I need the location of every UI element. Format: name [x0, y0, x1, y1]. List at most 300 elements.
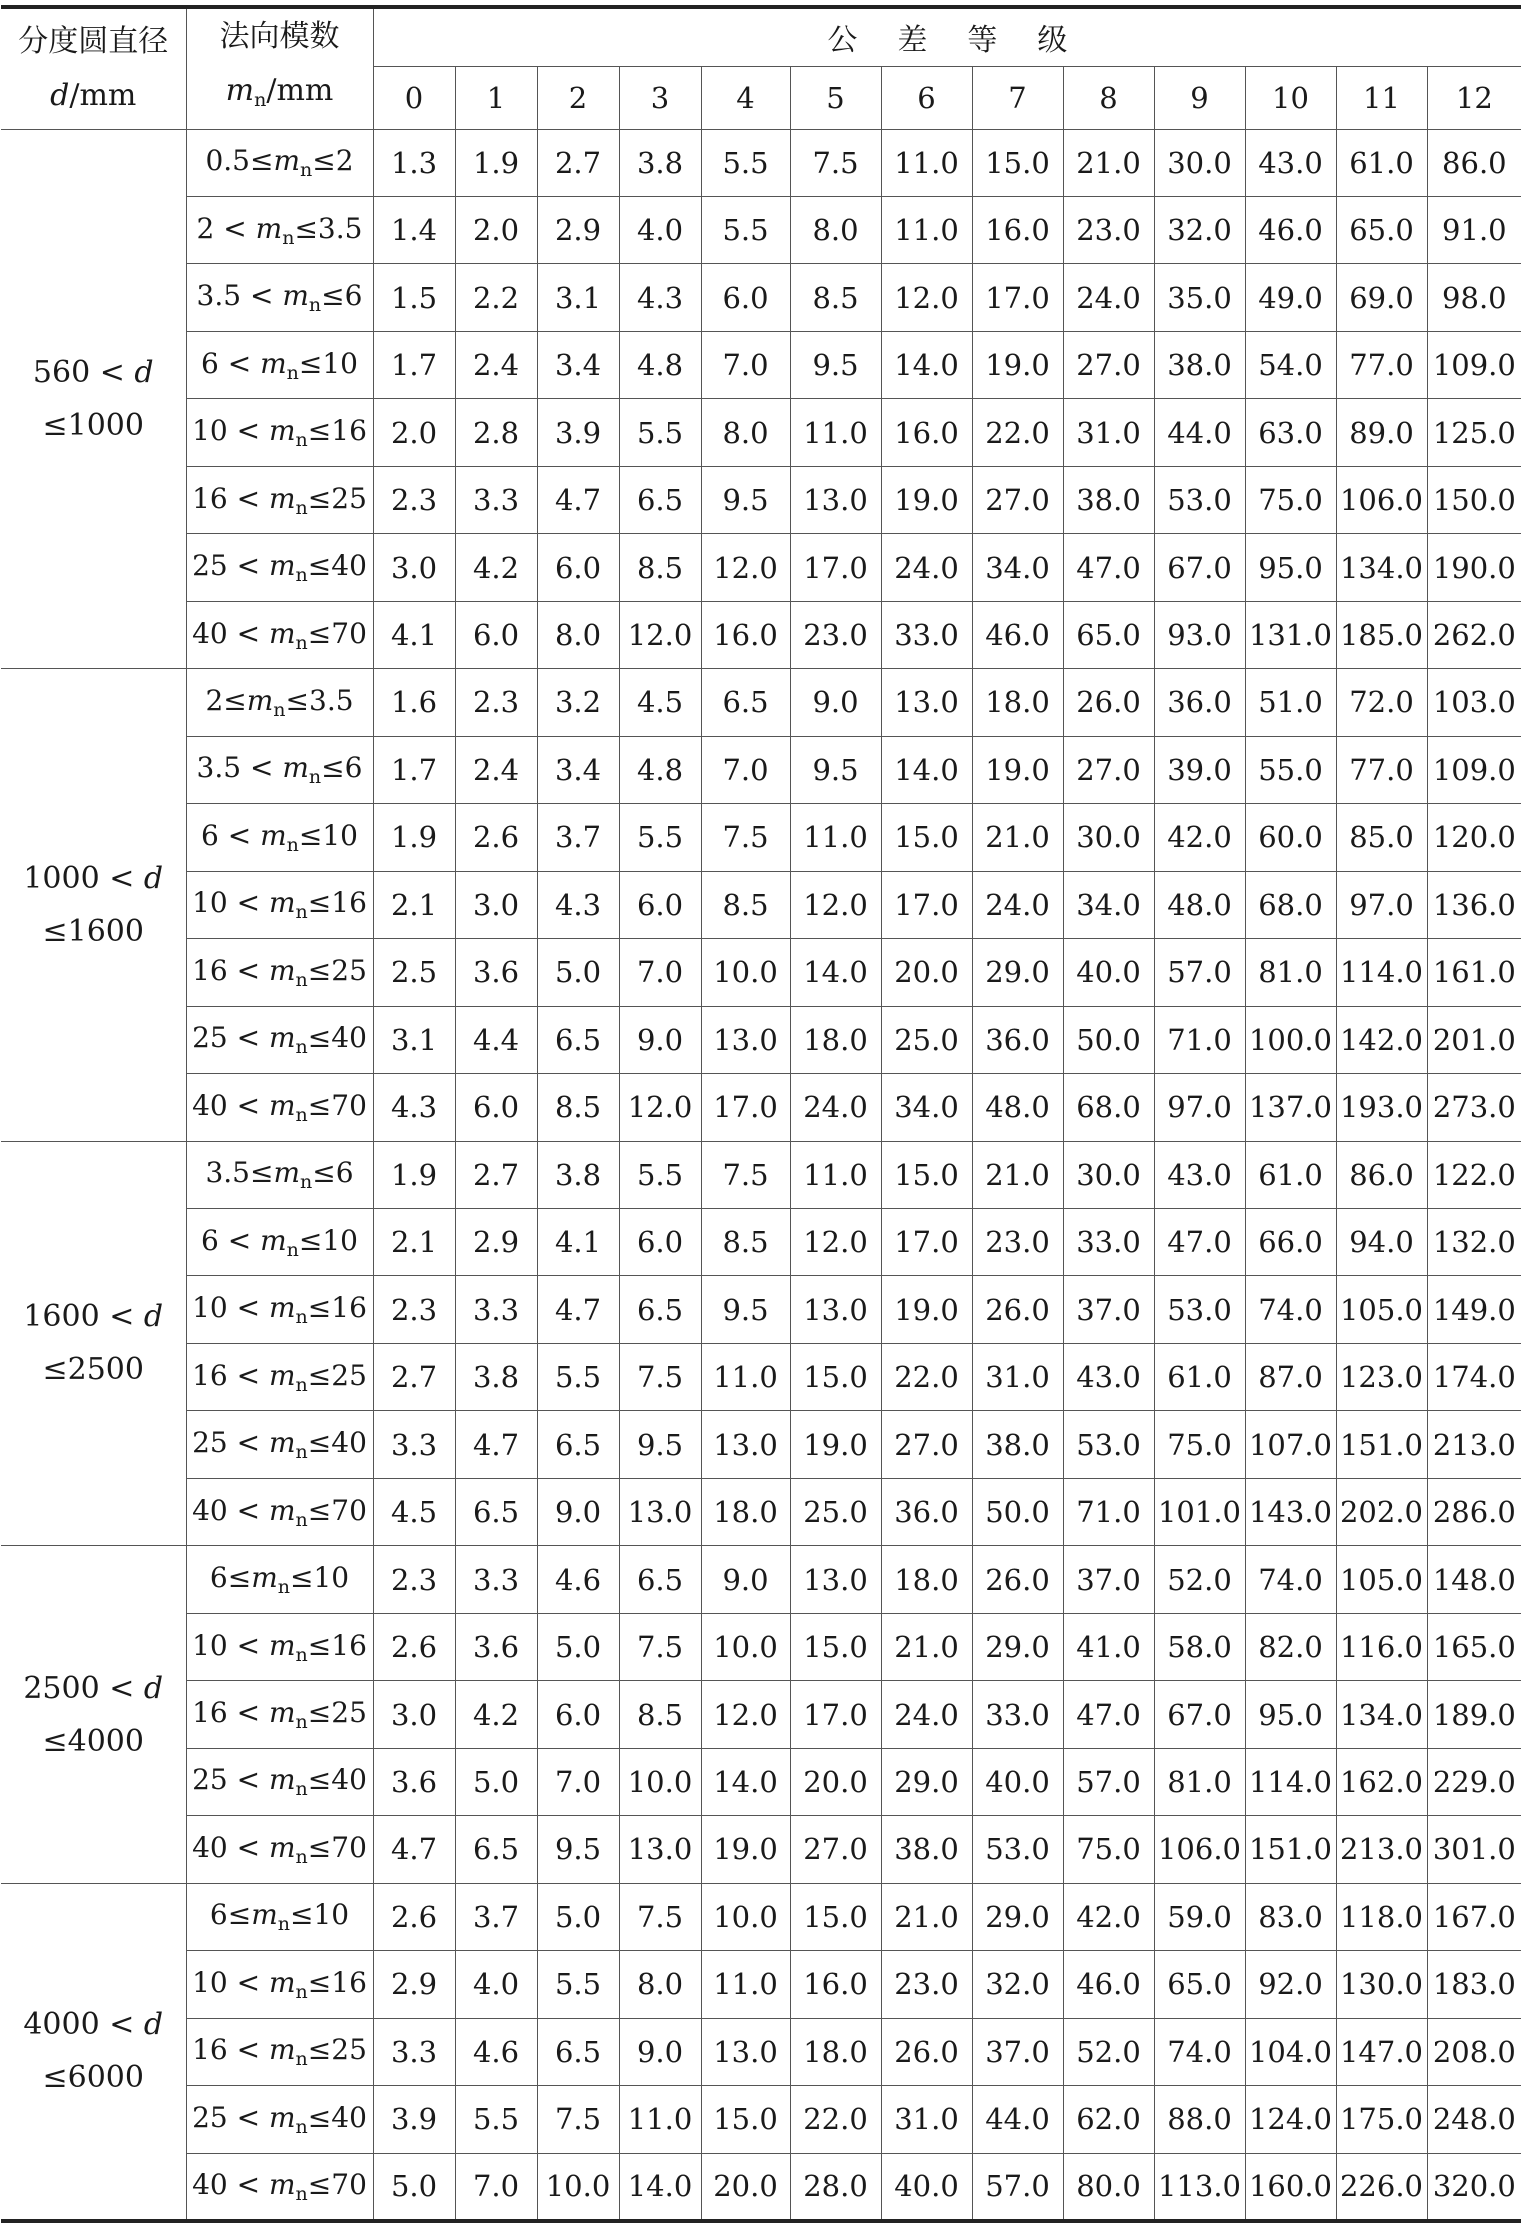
tolerance-value-cell: 14.0	[619, 2153, 701, 2220]
tolerance-value-cell: 1.3	[373, 129, 455, 196]
tolerance-value-cell: 6.0	[455, 601, 537, 668]
tolerance-value-cell: 2.3	[373, 1276, 455, 1343]
tolerance-value-cell: 320.0	[1427, 2153, 1521, 2220]
module-subscript: n	[286, 1238, 299, 1261]
tolerance-value-cell: 202.0	[1336, 1478, 1427, 1545]
tolerance-value-cell: 30.0	[1154, 129, 1245, 196]
module-range-lower: 0.5≤	[205, 144, 274, 178]
tolerance-value-cell: 8.5	[619, 534, 701, 601]
tolerance-value-cell: 105.0	[1336, 1276, 1427, 1343]
tolerance-value-cell: 15.0	[701, 2086, 790, 2153]
tolerance-value-cell: 142.0	[1336, 1006, 1427, 1073]
tolerance-value-cell: 10.0	[537, 2153, 619, 2220]
module-range-lower: 3.5≤	[205, 1156, 274, 1190]
tolerance-value-cell: 1.7	[373, 331, 455, 398]
module-symbol: m	[268, 953, 296, 987]
module-symbol: m	[268, 1830, 296, 1864]
tolerance-value-cell: 42.0	[1154, 804, 1245, 871]
tolerance-value-cell: 74.0	[1245, 1546, 1336, 1613]
module-range-upper: ≤25	[307, 481, 367, 515]
tolerance-value-cell: 160.0	[1245, 2153, 1336, 2220]
tolerance-value-cell: 6.5	[701, 669, 790, 736]
tolerance-value-cell: 8.0	[537, 601, 619, 668]
tolerance-value-cell: 3.0	[455, 871, 537, 938]
module-subscript: n	[254, 89, 267, 112]
tolerance-value-cell: 114.0	[1245, 1748, 1336, 1815]
tolerance-value-cell: 2.6	[455, 804, 537, 871]
tolerance-value-cell: 61.0	[1245, 1141, 1336, 1208]
module-range-upper: ≤10	[298, 346, 358, 380]
tolerance-value-cell: 25.0	[881, 1006, 972, 1073]
module-range-upper: ≤40	[307, 1763, 367, 1797]
diameter-range-low: 1600	[23, 1299, 100, 1335]
tolerance-value-cell: 55.0	[1245, 736, 1336, 803]
tolerance-value-cell: 17.0	[881, 1209, 972, 1276]
module-symbol: m	[255, 211, 283, 245]
tolerance-value-cell: 97.0	[1154, 1074, 1245, 1141]
tolerance-value-cell: 63.0	[1245, 399, 1336, 466]
module-range-lower: 25 <	[192, 2100, 269, 2134]
tolerance-value-cell: 27.0	[1063, 331, 1154, 398]
tolerance-value-cell: 7.0	[701, 736, 790, 803]
tolerance-value-cell: 17.0	[790, 534, 881, 601]
module-range-lower: 6 <	[201, 1223, 261, 1257]
tolerance-value-cell: 3.6	[455, 939, 537, 1006]
tolerance-value-cell: 24.0	[881, 1681, 972, 1748]
module-subscript: n	[286, 361, 299, 384]
grade-column-header: 8	[1063, 66, 1154, 129]
tolerance-value-cell: 33.0	[1063, 1209, 1154, 1276]
tolerance-value-cell: 19.0	[972, 331, 1063, 398]
tolerance-value-cell: 14.0	[790, 939, 881, 1006]
module-symbol: m	[260, 818, 287, 852]
tolerance-value-cell: 36.0	[972, 1006, 1063, 1073]
module-subscript: n	[295, 1980, 308, 2003]
table-row	[1, 1951, 1521, 2018]
module-range-upper: ≤16	[307, 1628, 367, 1662]
tolerance-value-cell: 6.5	[619, 1276, 701, 1343]
tolerance-value-cell: 7.5	[790, 129, 881, 196]
tolerance-value-cell: 1.9	[455, 129, 537, 196]
tolerance-value-cell: 86.0	[1336, 1141, 1427, 1208]
module-subscript: n	[282, 226, 295, 249]
tolerance-value-cell: 3.4	[537, 736, 619, 803]
tolerance-value-cell: 3.9	[373, 2086, 455, 2153]
tolerance-value-cell: 88.0	[1154, 2086, 1245, 2153]
module-range-lower: 3.5 <	[196, 279, 283, 313]
module-symbol: m	[268, 2167, 296, 2201]
tolerance-value-cell: 17.0	[701, 1074, 790, 1141]
tolerance-value-cell: 13.0	[881, 669, 972, 736]
module-symbol: m	[268, 1021, 296, 1055]
tolerance-value-cell: 213.0	[1336, 1816, 1427, 1883]
table-row	[1, 2086, 1521, 2153]
tolerance-value-cell: 81.0	[1154, 1748, 1245, 1815]
tolerance-value-cell: 131.0	[1245, 601, 1336, 668]
module-range-cell	[186, 2086, 373, 2153]
tolerance-value-cell: 185.0	[1336, 601, 1427, 668]
table-row	[1, 601, 1521, 668]
tolerance-value-cell: 11.0	[619, 2086, 701, 2153]
tolerance-value-cell: 4.6	[455, 2018, 537, 2085]
tolerance-value-cell: 23.0	[790, 601, 881, 668]
tolerance-value-cell: 165.0	[1427, 1613, 1521, 1680]
tolerance-value-cell: 3.3	[455, 1276, 537, 1343]
module-range-upper: ≤25	[307, 1358, 367, 1392]
tolerance-value-cell: 3.8	[619, 129, 701, 196]
tolerance-value-cell: 7.0	[455, 2153, 537, 2220]
tolerance-value-cell: 15.0	[790, 1883, 881, 1950]
tolerance-value-cell: 95.0	[1245, 1681, 1336, 1748]
tolerance-value-cell: 24.0	[881, 534, 972, 601]
tolerance-value-cell: 2.9	[537, 196, 619, 263]
tolerance-value-cell: 30.0	[1063, 804, 1154, 871]
module-symbol: m	[273, 144, 301, 178]
tolerance-value-cell: 27.0	[972, 466, 1063, 533]
tolerance-value-cell: 8.5	[790, 264, 881, 331]
module-range-lower: 6≤	[209, 1898, 252, 1932]
tolerance-value-cell: 10.0	[701, 1613, 790, 1680]
tolerance-value-cell: 18.0	[790, 1006, 881, 1073]
tolerance-value-cell: 13.0	[701, 1006, 790, 1073]
tolerance-value-cell: 6.0	[537, 534, 619, 601]
tolerance-value-cell: 149.0	[1427, 1276, 1521, 1343]
module-subscript: n	[295, 1711, 308, 1734]
tolerance-value-cell: 4.5	[619, 669, 701, 736]
tolerance-value-cell: 4.4	[455, 1006, 537, 1073]
module-symbol: m	[268, 1358, 296, 1392]
module-symbol: m	[268, 2033, 296, 2067]
tolerance-value-cell: 16.0	[881, 399, 972, 466]
module-range-lower: 16 <	[192, 1696, 269, 1730]
tolerance-value-cell: 44.0	[1154, 399, 1245, 466]
module-header-label: 法向模数	[219, 19, 340, 55]
tolerance-value-cell: 105.0	[1336, 1546, 1427, 1613]
tolerance-value-cell: 5.0	[373, 2153, 455, 2220]
module-range-cell	[186, 1411, 373, 1478]
tolerance-value-cell: 5.5	[619, 399, 701, 466]
tolerance-value-cell: 12.0	[881, 264, 972, 331]
tolerance-value-cell: 6.0	[537, 1681, 619, 1748]
module-range-upper: ≤16	[307, 414, 367, 448]
tolerance-value-cell: 7.5	[619, 1613, 701, 1680]
tolerance-value-cell: 4.8	[619, 736, 701, 803]
tolerance-value-cell: 17.0	[972, 264, 1063, 331]
tolerance-value-cell: 87.0	[1245, 1343, 1336, 1410]
tolerance-value-cell: 190.0	[1427, 534, 1521, 601]
module-subscript: n	[295, 1508, 308, 1531]
diameter-range-low: 1000	[23, 860, 100, 896]
tolerance-value-cell: 14.0	[701, 1748, 790, 1815]
diameter-header-label: 分度圆直径	[18, 23, 169, 59]
diameter-range-operator: <	[90, 354, 135, 390]
table-row	[1, 871, 1521, 938]
tolerance-value-cell: 130.0	[1336, 1951, 1427, 2018]
tolerance-value-cell: 74.0	[1245, 1276, 1336, 1343]
module-range-cell	[186, 1478, 373, 1545]
tolerance-value-cell: 6.0	[701, 264, 790, 331]
table-row	[1, 264, 1521, 331]
tolerance-value-cell: 27.0	[790, 1816, 881, 1883]
tolerance-value-cell: 50.0	[972, 1478, 1063, 1545]
module-range-cell	[186, 1209, 373, 1276]
tolerance-value-cell: 53.0	[1154, 1276, 1245, 1343]
tolerance-value-cell: 12.0	[790, 1209, 881, 1276]
tolerance-value-cell: 193.0	[1336, 1074, 1427, 1141]
module-range-cell	[186, 1074, 373, 1141]
grade-column-header: 5	[790, 66, 881, 129]
module-range-upper: ≤40	[307, 1021, 367, 1055]
module-symbol: m	[260, 346, 287, 380]
module-range-lower: 16 <	[192, 2033, 269, 2067]
tolerance-value-cell: 2.1	[373, 1209, 455, 1276]
tolerance-value-cell: 3.2	[537, 669, 619, 736]
tolerance-value-cell: 3.1	[373, 1006, 455, 1073]
tolerance-value-cell: 13.0	[619, 1816, 701, 1883]
module-symbol: m	[268, 481, 296, 515]
grade-column-header: 12	[1427, 66, 1521, 129]
tolerance-value-cell: 37.0	[1063, 1546, 1154, 1613]
tolerance-value-cell: 6.5	[619, 466, 701, 533]
tolerance-value-cell: 11.0	[881, 196, 972, 263]
tolerance-value-cell: 21.0	[972, 804, 1063, 871]
tolerance-value-cell: 161.0	[1427, 939, 1521, 1006]
tolerance-value-cell: 3.8	[455, 1343, 537, 1410]
tolerance-value-cell: 81.0	[1245, 939, 1336, 1006]
diameter-symbol: d	[143, 2007, 164, 2043]
tolerance-value-cell: 151.0	[1245, 1816, 1336, 1883]
tolerance-value-cell: 122.0	[1427, 1141, 1521, 1208]
module-subscript: n	[295, 1441, 308, 1464]
tolerance-value-cell: 57.0	[1063, 1748, 1154, 1815]
module-range-upper: ≤6	[321, 751, 363, 785]
module-range-upper: ≤25	[307, 1696, 367, 1730]
tolerance-value-cell: 12.0	[701, 1681, 790, 1748]
tolerance-value-cell: 3.3	[373, 2018, 455, 2085]
tolerance-value-cell: 58.0	[1154, 1613, 1245, 1680]
tolerance-value-cell: 7.5	[619, 1343, 701, 1410]
module-range-lower: 40 <	[192, 1493, 269, 1527]
module-range-cell	[186, 1141, 373, 1208]
tolerance-value-cell: 13.0	[790, 466, 881, 533]
tolerance-value-cell: 201.0	[1427, 1006, 1521, 1073]
tolerance-value-cell: 213.0	[1427, 1411, 1521, 1478]
tolerance-value-cell: 44.0	[972, 2086, 1063, 2153]
module-subscript: n	[277, 1913, 290, 1936]
module-symbol: m	[268, 1965, 296, 1999]
tolerance-value-cell: 19.0	[881, 1276, 972, 1343]
module-subscript: n	[300, 1171, 313, 1194]
module-range-upper: ≤40	[307, 1426, 367, 1460]
tolerance-value-cell: 11.0	[701, 1951, 790, 2018]
diameter-range-operator: <	[99, 2007, 144, 2043]
table-row	[1, 736, 1521, 803]
tolerance-value-cell: 100.0	[1245, 1006, 1336, 1073]
grade-column-header: 6	[881, 66, 972, 129]
tolerance-value-cell: 3.3	[455, 466, 537, 533]
tolerance-value-cell: 109.0	[1427, 736, 1521, 803]
module-symbol: m	[268, 1493, 296, 1527]
diameter-symbol: d	[50, 77, 70, 113]
module-range-upper: ≤6	[321, 279, 363, 313]
tolerance-value-cell: 124.0	[1245, 2086, 1336, 2153]
diameter-unit: /mm	[69, 77, 137, 113]
table-row	[1, 466, 1521, 533]
tolerance-value-cell: 1.6	[373, 669, 455, 736]
tolerance-value-cell: 5.5	[701, 129, 790, 196]
tolerance-value-cell: 162.0	[1336, 1748, 1427, 1815]
tolerance-value-cell: 68.0	[1063, 1074, 1154, 1141]
tolerance-value-cell: 62.0	[1063, 2086, 1154, 2153]
tolerance-value-cell: 57.0	[972, 2153, 1063, 2220]
tolerance-value-cell: 118.0	[1336, 1883, 1427, 1950]
module-range-cell	[186, 399, 373, 466]
module-range-upper: ≤3.5	[285, 683, 354, 717]
tolerance-value-cell: 48.0	[972, 1074, 1063, 1141]
tolerance-value-cell: 75.0	[1063, 1816, 1154, 1883]
tolerance-value-cell: 11.0	[790, 1141, 881, 1208]
module-range-lower: 25 <	[192, 1426, 269, 1460]
module-range-lower: 10 <	[192, 414, 269, 448]
tolerance-value-cell: 113.0	[1154, 2153, 1245, 2220]
diameter-range-high: ≤2500	[42, 1352, 144, 1388]
tolerance-value-cell: 59.0	[1154, 1883, 1245, 1950]
tolerance-value-cell: 3.9	[537, 399, 619, 466]
tolerance-value-cell: 3.6	[455, 1613, 537, 1680]
tolerance-value-cell: 9.5	[619, 1411, 701, 1478]
table-row	[1, 331, 1521, 398]
tolerance-value-cell: 46.0	[1245, 196, 1336, 263]
module-range-upper: ≤70	[307, 616, 367, 650]
tolerance-value-cell: 2.1	[373, 871, 455, 938]
tolerance-value-cell: 95.0	[1245, 534, 1336, 601]
tolerance-value-cell: 32.0	[1154, 196, 1245, 263]
tolerance-value-cell: 123.0	[1336, 1343, 1427, 1410]
diameter-range-cell	[1, 129, 186, 669]
module-range-lower: 16 <	[192, 481, 269, 515]
tolerance-value-cell: 2.4	[455, 736, 537, 803]
tolerance-value-cell: 143.0	[1245, 1478, 1336, 1545]
tolerance-value-cell: 65.0	[1154, 1951, 1245, 2018]
tolerance-value-cell: 7.5	[619, 1883, 701, 1950]
tolerance-value-cell: 80.0	[1063, 2153, 1154, 2220]
module-symbol: m	[268, 1628, 296, 1662]
tolerance-value-cell: 18.0	[701, 1478, 790, 1545]
tolerance-value-cell: 229.0	[1427, 1748, 1521, 1815]
tolerance-value-cell: 66.0	[1245, 1209, 1336, 1276]
tolerance-value-cell: 15.0	[790, 1613, 881, 1680]
tolerance-value-cell: 9.5	[790, 331, 881, 398]
tolerance-value-cell: 248.0	[1427, 2086, 1521, 2153]
module-range-lower: 10 <	[192, 886, 269, 920]
tolerance-value-cell: 4.5	[373, 1478, 455, 1545]
tolerance-value-cell: 301.0	[1427, 1816, 1521, 1883]
tolerance-value-cell: 50.0	[1063, 1006, 1154, 1073]
module-symbol: m	[251, 1561, 278, 1595]
tolerance-value-cell: 150.0	[1427, 466, 1521, 533]
tolerance-value-cell: 15.0	[881, 1141, 972, 1208]
module-subscript: n	[295, 1036, 308, 1059]
tolerance-value-cell: 4.1	[537, 1209, 619, 1276]
module-subscript: n	[273, 698, 286, 721]
module-range-cell	[186, 129, 373, 196]
tolerance-value-cell: 2.7	[373, 1343, 455, 1410]
tolerance-value-cell: 286.0	[1427, 1478, 1521, 1545]
grade-column-header: 3	[619, 66, 701, 129]
tolerance-value-cell: 2.4	[455, 331, 537, 398]
module-range-upper: ≤16	[307, 1291, 367, 1325]
tolerance-value-cell: 4.7	[455, 1411, 537, 1478]
tolerance-value-cell: 43.0	[1245, 129, 1336, 196]
tolerance-value-cell: 29.0	[972, 939, 1063, 1006]
table-row	[1, 1546, 1521, 1613]
grade-header: 公差等级	[373, 7, 1521, 66]
module-range-cell	[186, 1951, 373, 2018]
tolerance-value-cell: 183.0	[1427, 1951, 1521, 2018]
tolerance-value-cell: 137.0	[1245, 1074, 1336, 1141]
tolerance-value-cell: 19.0	[881, 466, 972, 533]
tolerance-value-cell: 6.5	[455, 1478, 537, 1545]
tolerance-value-cell: 3.1	[537, 264, 619, 331]
tolerance-value-cell: 8.0	[619, 1951, 701, 2018]
tolerance-value-cell: 13.0	[701, 2018, 790, 2085]
tolerance-value-cell: 6.5	[537, 1006, 619, 1073]
diameter-range-operator: <	[99, 1299, 144, 1335]
tolerance-value-cell: 57.0	[1154, 939, 1245, 1006]
tolerance-value-cell: 21.0	[972, 1141, 1063, 1208]
diameter-header	[1, 7, 186, 129]
module-symbol: m	[225, 73, 255, 109]
module-range-cell	[186, 1816, 373, 1883]
tolerance-value-cell: 24.0	[972, 871, 1063, 938]
table-body	[1, 129, 1521, 2221]
module-range-cell	[186, 466, 373, 533]
tolerance-value-cell: 33.0	[972, 1681, 1063, 1748]
tolerance-value-cell: 11.0	[790, 399, 881, 466]
tolerance-value-cell: 3.4	[537, 331, 619, 398]
tolerance-value-cell: 189.0	[1427, 1681, 1521, 1748]
tolerance-value-cell: 8.5	[701, 1209, 790, 1276]
tolerance-value-cell: 71.0	[1154, 1006, 1245, 1073]
tolerance-value-cell: 46.0	[972, 601, 1063, 668]
module-range-lower: 25 <	[192, 1763, 269, 1797]
grade-column-header: 9	[1154, 66, 1245, 129]
tolerance-value-cell: 3.7	[537, 804, 619, 871]
tolerance-value-cell: 20.0	[701, 2153, 790, 2220]
tolerance-value-cell: 9.5	[701, 466, 790, 533]
tolerance-value-cell: 2.5	[373, 939, 455, 1006]
tolerance-value-cell: 1.9	[373, 1141, 455, 1208]
tolerance-value-cell: 2.9	[455, 1209, 537, 1276]
tolerance-value-cell: 23.0	[972, 1209, 1063, 1276]
module-subscript: n	[295, 1103, 308, 1126]
tolerance-value-cell: 7.5	[701, 804, 790, 871]
tolerance-value-cell: 3.3	[373, 1411, 455, 1478]
tolerance-value-cell: 60.0	[1245, 804, 1336, 871]
tolerance-value-cell: 18.0	[790, 2018, 881, 2085]
tolerance-value-cell: 26.0	[1063, 669, 1154, 736]
table-row	[1, 1006, 1521, 1073]
table-row	[1, 939, 1521, 1006]
tolerance-value-cell: 3.3	[455, 1546, 537, 1613]
module-range-upper: ≤10	[290, 1561, 350, 1595]
tolerance-value-cell: 3.0	[373, 534, 455, 601]
module-range-lower: 16 <	[192, 953, 269, 987]
tolerance-value-cell: 114.0	[1336, 939, 1427, 1006]
tolerance-value-cell: 9.0	[537, 1478, 619, 1545]
tolerance-value-cell: 2.3	[373, 466, 455, 533]
tolerance-value-cell: 2.9	[373, 1951, 455, 2018]
